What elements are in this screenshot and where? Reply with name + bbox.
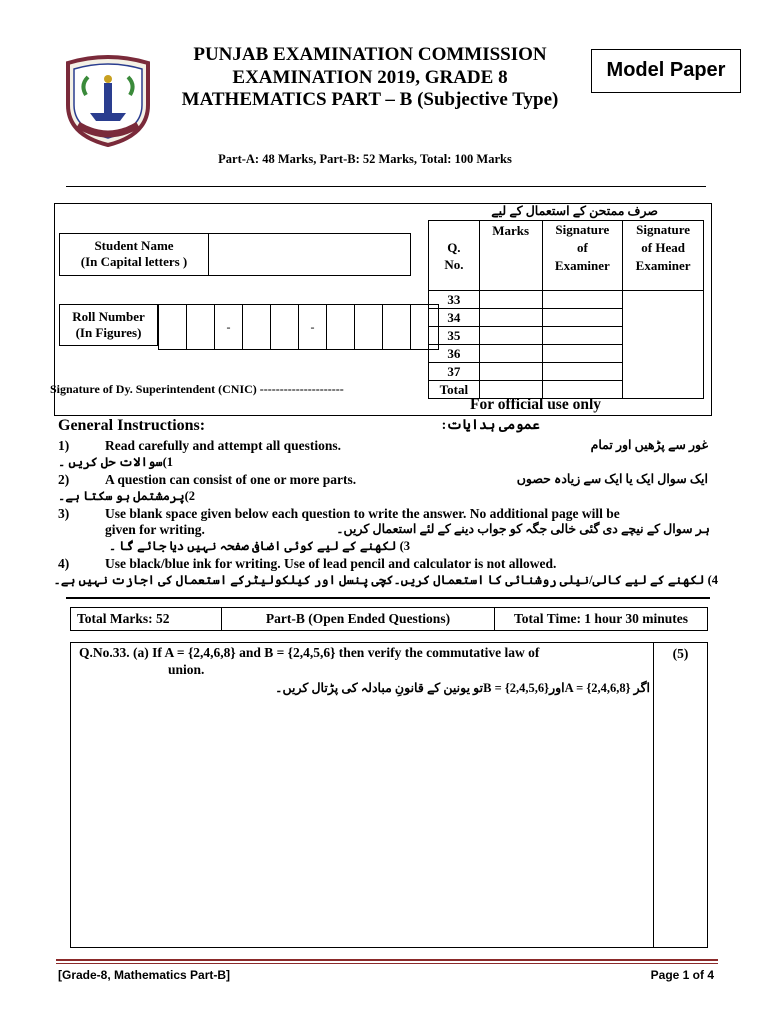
instruction-2-urdu: ایک سوال ایک یا ایک سے زیادہ حصوں [516, 472, 708, 486]
marks-row [429, 291, 704, 309]
question-33-urdu: اگر A = {2,4,6,8}اورB = {2,4,5,6}تو یونین کے قانونِ مبادلہ کی پڑتال کریں۔ [275, 681, 650, 695]
instruction-3-urdu: ہر سوال کے نیچے دی گئی خالی جگہ کو جواب دینے کے لئے استعمال کریں۔ [336, 522, 710, 536]
marks-cell[interactable] [479, 309, 542, 327]
qno-cell: 33 [429, 291, 480, 309]
instructions-urdu-title: عمومی ہدایات: [441, 418, 540, 433]
qno-cell: 34 [429, 309, 480, 327]
total-time-label: Total Time: 1 hour 30 minutes [495, 608, 708, 631]
sig-examiner-cell[interactable] [542, 309, 623, 327]
student-name-row [59, 233, 411, 276]
instruction-4-text: Use black/blue ink for writing. Use of lead pencil and calculator is not allowed. [105, 556, 557, 571]
instruction-2-urdu-cont: 2)پرمشتمل ہو سکتا ہے۔ [58, 489, 195, 503]
roll-digit-box[interactable] [355, 305, 383, 350]
qno-cell: 35 [429, 327, 480, 345]
part-b-info-bar [70, 607, 708, 631]
official-use-label: For official use only [470, 396, 602, 413]
sig-examiner-cell[interactable] [542, 363, 623, 381]
roll-number-label: Roll Number (In Figures) [59, 304, 158, 346]
roll-digit-box[interactable] [159, 305, 187, 350]
instruction-3-text-cont: given for writing. [105, 522, 205, 537]
instructions-title: General Instructions: [58, 417, 206, 434]
marks-cell[interactable] [479, 291, 542, 309]
roll-number-row [59, 304, 439, 350]
footer-page-number: Page 1 of 4 [650, 968, 714, 982]
roll-dash-box: - [215, 305, 243, 350]
instruction-4-num: 4) [58, 556, 70, 571]
total-label-cell: Total [429, 381, 480, 399]
instruction-2-text: A question can consist of one or more parts. [105, 472, 357, 487]
answer-space[interactable] [72, 700, 652, 946]
marks-col-sig-examiner: Signature of Examiner [542, 221, 623, 291]
marks-cell[interactable] [479, 345, 542, 363]
student-name-field[interactable] [209, 234, 410, 275]
roll-dash-box: - [299, 305, 327, 350]
question-marks-divider [653, 642, 654, 948]
superintendent-signature-line: Signature of Dy. Superintendent (CNIC) --------------------- [50, 382, 344, 396]
instruction-1-urdu: غور سے پڑھیں اور تمام [590, 438, 708, 452]
qno-cell: 37 [429, 363, 480, 381]
sig-head-cell[interactable] [623, 291, 704, 399]
instruction-3-num: 3) [58, 506, 70, 521]
question-33-marks: (5) [672, 646, 689, 661]
instruction-4-urdu: 4) لکھنے کے لیے کالی/نیلی روشنائی کا استعمال کریں۔کچی پنسل اور کیلکولیٹرکے استعمال کی اجازت نہیں ہے۔ [53, 573, 718, 587]
sig-examiner-cell[interactable] [542, 327, 623, 345]
marks-col-sig-head: Signature of Head Examiner [623, 221, 704, 291]
header-title-line3: MATHEMATICS PART – B (Subjective Type) [181, 89, 559, 110]
instructions-divider [66, 597, 710, 599]
model-paper-badge: Model Paper [591, 49, 741, 93]
roll-digit-box[interactable] [383, 305, 411, 350]
question-33-text: Q.No.33. (a) If A = {2,4,6,8} and B = {2,4,5,6} then verify the commutative law of [79, 645, 540, 660]
part-b-title: Part-B (Open Ended Questions) [222, 608, 495, 631]
footer-divider-thin [56, 963, 718, 964]
commission-logo [60, 55, 156, 147]
marks-cell[interactable] [479, 327, 542, 345]
instruction-1-num: 1) [58, 438, 70, 453]
roll-number-boxes [158, 304, 439, 350]
roll-digit-box[interactable] [271, 305, 299, 350]
footer-left: [Grade-8, Mathematics Part-B] [58, 968, 231, 982]
header-divider [66, 186, 706, 187]
instruction-1-urdu-cont: 1)سوالات حل کریں ۔ [58, 455, 174, 469]
footer-divider [56, 959, 718, 961]
instruction-2-num: 2) [58, 472, 70, 487]
marks-table [428, 220, 704, 399]
instruction-3-text: Use blank space given below each question to write the answer. No additional page will be [105, 506, 620, 521]
instruction-1-text: Read carefully and attempt all questions. [105, 438, 342, 453]
qno-cell: 36 [429, 345, 480, 363]
sig-examiner-cell[interactable] [542, 291, 623, 309]
marks-summary: Part-A: 48 Marks, Part-B: 52 Marks, Total: 100 Marks [218, 152, 512, 166]
header-title-line1: PUNJAB EXAMINATION COMMISSION [193, 44, 547, 65]
marks-col-qno: Q. No. [429, 221, 480, 291]
marks-cell[interactable] [479, 363, 542, 381]
question-33-text-cont: union. [168, 662, 205, 677]
total-marks-label: Total Marks: 52 [71, 608, 222, 631]
instruction-3-urdu-cont: 3) لکھنے کے لیے کوئی اضافی صفحہ نہیں دیا جائے گا ۔ [108, 539, 410, 553]
student-name-label: Student Name (In Capital letters ) [60, 234, 209, 275]
roll-digit-box[interactable] [187, 305, 215, 350]
roll-digit-box[interactable] [327, 305, 355, 350]
marks-col-marks: Marks [479, 221, 542, 291]
roll-digit-box[interactable] [243, 305, 271, 350]
examiner-use-urdu: صرف ممتحن کے استعمال کے لیے [491, 204, 658, 218]
sig-examiner-cell[interactable] [542, 345, 623, 363]
header-title-line2: EXAMINATION 2019, GRADE 8 [232, 67, 508, 88]
